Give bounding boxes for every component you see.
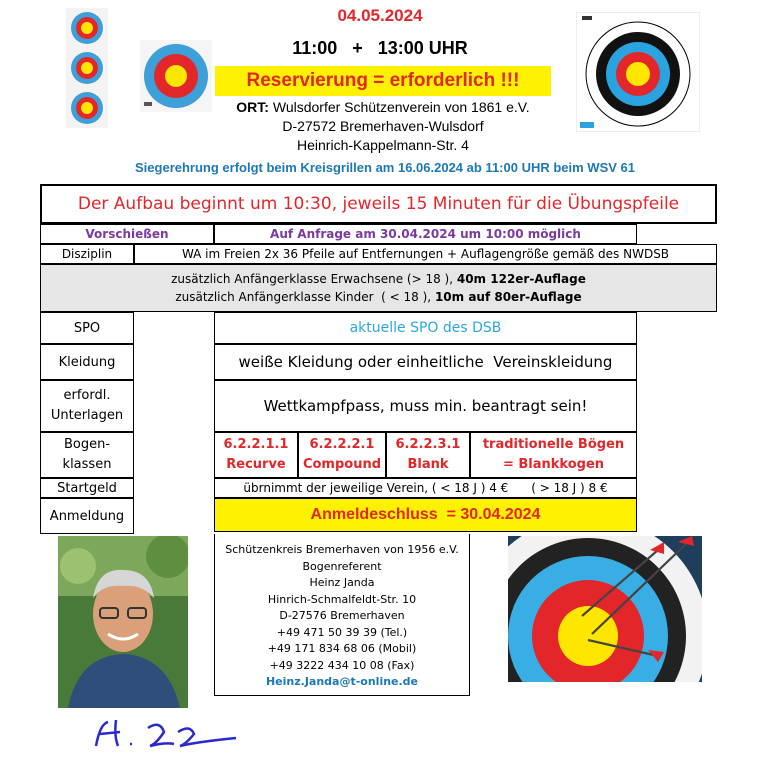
registration-deadline: Anmeldeschluss = 30.04.2024	[214, 498, 637, 532]
bow-class-recurve	[214, 432, 298, 478]
bow-class-code: 6.2.2.1.1	[223, 437, 289, 452]
bow-label-line1: Bogen-	[63, 437, 111, 452]
venue-block	[216, 98, 550, 155]
contact-street: Hinrich-Schmalfeldt-Str. 10	[267, 592, 417, 606]
bow-class-name: Recurve	[226, 457, 286, 472]
clothing-value: weiße Kleidung oder einheitliche Vereinskleidung	[214, 344, 637, 380]
bow-classes-label	[40, 432, 134, 478]
event-time: 11:00 + 13:00 UHR	[292, 38, 468, 58]
beginner-adults-target: 40m 122er-Auflage	[456, 272, 586, 286]
target-face-icon	[140, 40, 212, 112]
venue-name: Wulsdorfer Schützenverein von 1861 e.V.	[272, 99, 530, 115]
contact-role: Bogenreferent	[302, 559, 382, 573]
bow-class-name: Blank	[407, 457, 449, 472]
bow-class-name: Compound	[302, 457, 382, 472]
bow-class-compound	[298, 432, 386, 478]
venue-street: Heinrich-Kappelmann-Str. 4	[297, 137, 469, 153]
practice-label: Vorschießen	[40, 224, 214, 244]
discipline-value: WA im Freien 2x 36 Pfeile auf Entfernungen + Auflagengröße gemäß des NWDSB	[134, 244, 717, 264]
bow-class-traditional	[470, 432, 637, 478]
contact-email[interactable]: Heinz.Janda@t-online.de	[265, 675, 419, 688]
fee-label: Startgeld	[40, 478, 134, 498]
bow-class-code: traditionelle Bögen	[482, 437, 625, 452]
event-date: 04.05.2024	[337, 6, 423, 25]
beginner-adults-text: zusätzlich Anfängerklasse Erwachsene (> 18 ),	[171, 272, 457, 286]
contact-name: Heinz Janda	[309, 576, 375, 589]
bow-class-name: = Blankkogen	[502, 457, 605, 472]
beginner-kids-target: 10m auf 80er-Auflage	[434, 290, 582, 304]
documents-label	[40, 380, 134, 432]
venue-city: D-27572 Bremerhaven-Wulsdorf	[282, 118, 484, 134]
ceremony-note: Siegerehrung erfolgt beim Kreisgrillen am 16.06.2024 ab 11:00 UHR beim WSV 61	[135, 160, 635, 175]
full-target-icon	[576, 12, 700, 132]
documents-label-line2: Unterlagen	[50, 408, 124, 423]
setup-info: Der Aufbau beginnt um 10:30, jeweils 15 Minuten für die Übungspfeile	[40, 184, 717, 224]
bow-label-line2: klassen	[62, 457, 112, 472]
documents-label-line1: erfordl.	[63, 388, 111, 403]
spo-label: SPO	[40, 312, 134, 344]
spo-value: aktuelle SPO des DSB	[214, 312, 637, 344]
contact-fax: +49 3222 434 10 08 (Fax)	[269, 658, 415, 672]
portrait-photo	[58, 536, 188, 708]
contact-mobile: +49 171 834 68 06 (Mobil)	[267, 642, 417, 655]
practice-value: Auf Anfrage am 30.04.2024 um 10:00 möglich	[214, 224, 637, 244]
discipline-label: Disziplin	[40, 244, 134, 264]
beginner-kids-text: zusätzlich Anfängerklasse Kinder ( < 18 ),	[175, 290, 435, 304]
contact-card	[214, 534, 470, 696]
clothing-label: Kleidung	[40, 344, 134, 380]
documents-value: Wettkampfpass, muss min. beantragt sein!	[214, 380, 637, 432]
signature	[90, 714, 240, 754]
contact-phone: +49 471 50 39 39 (Tel.)	[276, 625, 408, 639]
bow-class-blank	[386, 432, 470, 478]
venue-label: ORT:	[236, 99, 269, 115]
contact-org: Schützenkreis Bremerhaven von 1956 e.V.	[225, 543, 459, 556]
triple-target-icon	[64, 8, 110, 128]
bow-class-code: 6.2.2.3.1	[395, 437, 461, 452]
bow-class-code: 6.2.2.2.1	[309, 437, 375, 452]
fee-value: übrnimmt der jeweilige Verein, ( < 18 J ) 4 € ( > 18 J ) 8 €	[214, 478, 637, 498]
beginner-classes	[40, 264, 717, 312]
contact-city: D-27576 Bremerhaven	[279, 609, 405, 622]
registration-label: Anmeldung	[40, 498, 134, 534]
reservation-banner: Reservierung = erforderlich !!!	[215, 66, 551, 96]
target-with-arrows-photo	[508, 536, 702, 682]
